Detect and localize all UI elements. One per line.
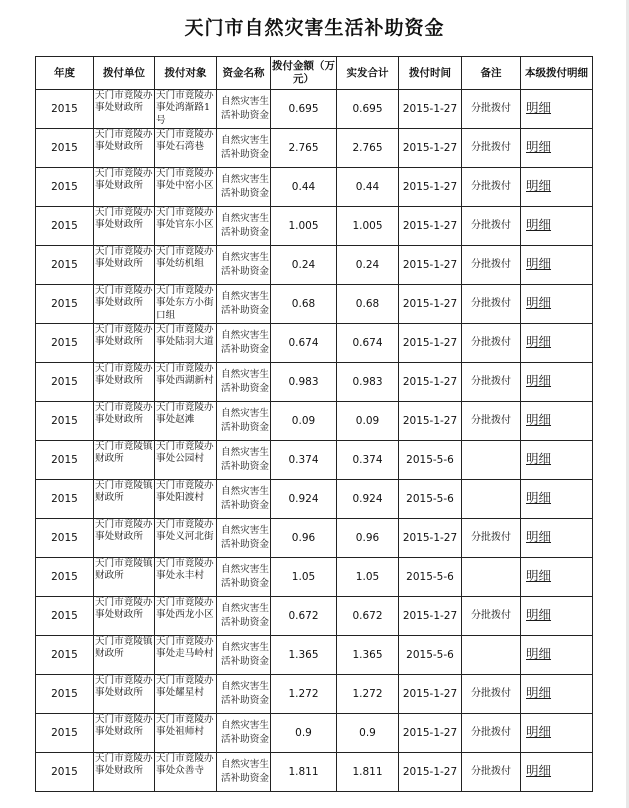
row-fund: 自然灾害生活补助资金	[217, 168, 271, 207]
table-row	[36, 714, 593, 753]
row-fund: 自然灾害生活补助资金	[217, 597, 271, 636]
row-amount: 0.9	[271, 714, 337, 753]
row-target: 天门市竟陵办事处祖师村	[155, 714, 217, 753]
row-detail-cell	[521, 363, 593, 402]
row-fund: 自然灾害生活补助资金	[217, 480, 271, 519]
detail-link[interactable]: 明细	[526, 762, 552, 778]
table-row	[36, 246, 593, 285]
row-year: 2015	[36, 246, 94, 285]
detail-link[interactable]: 明细	[526, 567, 552, 583]
row-note: 分批拨付	[462, 519, 521, 558]
row-detail-cell	[521, 324, 593, 363]
row-amount: 1.005	[271, 207, 337, 246]
row-amount: 1.272	[271, 675, 337, 714]
row-fund: 自然灾害生活补助资金	[217, 675, 271, 714]
row-target: 天门市竟陵办事处石湾巷	[155, 129, 217, 168]
detail-link[interactable]: 明细	[526, 138, 552, 154]
detail-link[interactable]: 明细	[526, 216, 552, 232]
row-unit: 天门市竟陵镇财政所	[94, 441, 155, 480]
row-unit: 天门市竟陵办事处财政所	[94, 285, 155, 324]
row-date: 2015-5-6	[399, 558, 462, 597]
row-note: 分批拨付	[462, 324, 521, 363]
row-amount: 0.674	[271, 324, 337, 363]
row-year: 2015	[36, 285, 94, 324]
row-date: 2015-1-27	[399, 246, 462, 285]
subsidy-table	[35, 56, 593, 792]
row-date: 2015-5-6	[399, 480, 462, 519]
row-note: 分批拨付	[462, 402, 521, 441]
row-target: 天门市竟陵办事处纺机组	[155, 246, 217, 285]
row-unit: 天门市竟陵镇财政所	[94, 480, 155, 519]
table-body	[36, 90, 593, 792]
table-row	[36, 324, 593, 363]
row-amount: 0.09	[271, 402, 337, 441]
row-date: 2015-1-27	[399, 753, 462, 792]
row-amount: 1.05	[271, 558, 337, 597]
row-year: 2015	[36, 90, 94, 129]
row-note: 分批拨付	[462, 168, 521, 207]
row-amount: 0.695	[271, 90, 337, 129]
row-total: 0.674	[337, 324, 399, 363]
row-note: 分批拨付	[462, 207, 521, 246]
row-year: 2015	[36, 636, 94, 675]
row-target: 天门市竟陵办事处陆羽大道	[155, 324, 217, 363]
row-amount: 0.983	[271, 363, 337, 402]
row-detail-cell	[521, 168, 593, 207]
header-year: 年度	[36, 57, 94, 90]
table-row	[36, 480, 593, 519]
row-detail-cell	[521, 480, 593, 519]
detail-link[interactable]: 明细	[526, 450, 552, 466]
row-target: 天门市竟陵办事处鸿渐路1号	[155, 90, 217, 129]
row-target: 天门市竟陵办事处西湖新村	[155, 363, 217, 402]
table-row	[36, 402, 593, 441]
row-target: 天门市竟陵办事处赵滩	[155, 402, 217, 441]
row-year: 2015	[36, 597, 94, 636]
row-note: 分批拨付	[462, 363, 521, 402]
row-total: 0.68	[337, 285, 399, 324]
row-unit: 天门市竟陵办事处财政所	[94, 714, 155, 753]
row-target: 天门市竟陵办事处走马岭村	[155, 636, 217, 675]
row-date: 2015-5-6	[399, 441, 462, 480]
row-amount: 1.365	[271, 636, 337, 675]
row-total: 0.44	[337, 168, 399, 207]
row-unit: 天门市竟陵办事处财政所	[94, 168, 155, 207]
row-total: 1.365	[337, 636, 399, 675]
detail-link[interactable]: 明细	[526, 372, 552, 388]
row-total: 0.695	[337, 90, 399, 129]
row-total: 0.09	[337, 402, 399, 441]
detail-link[interactable]: 明细	[526, 99, 552, 115]
row-fund: 自然灾害生活补助资金	[217, 363, 271, 402]
row-unit: 天门市竟陵办事处财政所	[94, 597, 155, 636]
row-total: 1.05	[337, 558, 399, 597]
detail-link[interactable]: 明细	[526, 255, 552, 271]
table-row	[36, 636, 593, 675]
detail-link[interactable]: 明细	[526, 645, 552, 661]
row-date: 2015-5-6	[399, 636, 462, 675]
row-year: 2015	[36, 753, 94, 792]
row-fund: 自然灾害生活补助资金	[217, 441, 271, 480]
row-fund: 自然灾害生活补助资金	[217, 90, 271, 129]
row-amount: 0.96	[271, 519, 337, 558]
row-detail-cell	[521, 402, 593, 441]
row-unit: 天门市竟陵办事处财政所	[94, 246, 155, 285]
row-target: 天门市竟陵办事处耀星村	[155, 675, 217, 714]
table-row	[36, 519, 593, 558]
row-detail-cell	[521, 519, 593, 558]
row-note	[462, 441, 521, 480]
row-year: 2015	[36, 714, 94, 753]
row-total: 0.924	[337, 480, 399, 519]
row-total: 0.9	[337, 714, 399, 753]
row-target: 天门市竟陵办事处阳渡村	[155, 480, 217, 519]
table-row	[36, 129, 593, 168]
table-row	[36, 558, 593, 597]
row-date: 2015-1-27	[399, 519, 462, 558]
row-total: 2.765	[337, 129, 399, 168]
header-target: 拨付对象	[155, 57, 217, 90]
row-year: 2015	[36, 363, 94, 402]
table-row	[36, 363, 593, 402]
row-fund: 自然灾害生活补助资金	[217, 558, 271, 597]
row-amount: 0.24	[271, 246, 337, 285]
header-date: 拨付时间	[399, 57, 462, 90]
row-amount: 0.672	[271, 597, 337, 636]
table-row	[36, 753, 593, 792]
row-fund: 自然灾害生活补助资金	[217, 519, 271, 558]
detail-link[interactable]: 明细	[526, 528, 552, 544]
row-total: 0.983	[337, 363, 399, 402]
table-row	[36, 207, 593, 246]
row-detail-cell	[521, 753, 593, 792]
row-date: 2015-1-27	[399, 168, 462, 207]
row-total: 1.005	[337, 207, 399, 246]
detail-link[interactable]: 明细	[526, 333, 552, 349]
row-note	[462, 480, 521, 519]
row-note: 分批拨付	[462, 597, 521, 636]
row-year: 2015	[36, 675, 94, 714]
row-fund: 自然灾害生活补助资金	[217, 285, 271, 324]
row-date: 2015-1-27	[399, 207, 462, 246]
row-date: 2015-1-27	[399, 324, 462, 363]
row-fund: 自然灾害生活补助资金	[217, 636, 271, 675]
row-detail-cell	[521, 285, 593, 324]
row-detail-cell	[521, 597, 593, 636]
row-unit: 天门市竟陵办事处财政所	[94, 90, 155, 129]
row-unit: 天门市竟陵办事处财政所	[94, 753, 155, 792]
row-note: 分批拨付	[462, 246, 521, 285]
row-year: 2015	[36, 324, 94, 363]
row-detail-cell	[521, 129, 593, 168]
row-date: 2015-1-27	[399, 90, 462, 129]
page-title: 天门市自然灾害生活补助资金	[184, 17, 445, 39]
row-amount: 2.765	[271, 129, 337, 168]
row-year: 2015	[36, 129, 94, 168]
row-amount: 0.374	[271, 441, 337, 480]
row-amount: 0.68	[271, 285, 337, 324]
header-unit: 拨付单位	[94, 57, 155, 90]
row-total: 1.272	[337, 675, 399, 714]
row-note: 分批拨付	[462, 129, 521, 168]
row-detail-cell	[521, 246, 593, 285]
row-year: 2015	[36, 168, 94, 207]
detail-link[interactable]: 明细	[526, 294, 552, 310]
row-fund: 自然灾害生活补助资金	[217, 246, 271, 285]
row-fund: 自然灾害生活补助资金	[217, 753, 271, 792]
row-fund: 自然灾害生活补助资金	[217, 129, 271, 168]
row-total: 1.811	[337, 753, 399, 792]
detail-link[interactable]: 明细	[526, 606, 552, 622]
header-fund: 资金名称	[217, 57, 271, 90]
row-detail-cell	[521, 90, 593, 129]
row-detail-cell	[521, 558, 593, 597]
row-date: 2015-1-27	[399, 285, 462, 324]
table-row	[36, 441, 593, 480]
row-target: 天门市竟陵办事处众善寺	[155, 753, 217, 792]
row-detail-cell	[521, 636, 593, 675]
row-date: 2015-1-27	[399, 363, 462, 402]
row-target: 天门市竟陵办事处西龙小区	[155, 597, 217, 636]
row-fund: 自然灾害生活补助资金	[217, 207, 271, 246]
row-year: 2015	[36, 480, 94, 519]
header-detail: 本级拨付明细	[521, 57, 593, 90]
row-fund: 自然灾害生活补助资金	[217, 714, 271, 753]
row-unit: 天门市竟陵镇财政所	[94, 558, 155, 597]
row-detail-cell	[521, 675, 593, 714]
header-amount: 拨付金额（万元）	[271, 57, 337, 90]
detail-link[interactable]: 明细	[526, 684, 552, 700]
header-note: 备注	[462, 57, 521, 90]
row-amount: 0.44	[271, 168, 337, 207]
row-unit: 天门市竟陵办事处财政所	[94, 363, 155, 402]
row-year: 2015	[36, 207, 94, 246]
row-detail-cell	[521, 207, 593, 246]
row-unit: 天门市竟陵办事处财政所	[94, 129, 155, 168]
row-note: 分批拨付	[462, 90, 521, 129]
row-date: 2015-1-27	[399, 597, 462, 636]
row-total: 0.672	[337, 597, 399, 636]
row-total: 0.96	[337, 519, 399, 558]
table-row	[36, 285, 593, 324]
row-year: 2015	[36, 558, 94, 597]
row-year: 2015	[36, 441, 94, 480]
row-note: 分批拨付	[462, 285, 521, 324]
row-year: 2015	[36, 402, 94, 441]
detail-link[interactable]: 明细	[526, 723, 552, 739]
row-target: 天门市竟陵办事处中窑小区	[155, 168, 217, 207]
row-note	[462, 558, 521, 597]
row-note: 分批拨付	[462, 675, 521, 714]
row-amount: 0.924	[271, 480, 337, 519]
row-fund: 自然灾害生活补助资金	[217, 324, 271, 363]
row-total: 0.24	[337, 246, 399, 285]
row-unit: 天门市竟陵办事处财政所	[94, 402, 155, 441]
row-detail-cell	[521, 714, 593, 753]
row-note	[462, 636, 521, 675]
row-date: 2015-1-27	[399, 675, 462, 714]
row-note: 分批拨付	[462, 714, 521, 753]
table-header-row	[36, 57, 593, 90]
row-date: 2015-1-27	[399, 129, 462, 168]
row-detail-cell	[521, 441, 593, 480]
row-unit: 天门市竟陵办事处财政所	[94, 207, 155, 246]
row-target: 天门市竟陵办事处公园村	[155, 441, 217, 480]
row-unit: 天门市竟陵办事处财政所	[94, 324, 155, 363]
table-row	[36, 168, 593, 207]
table-row	[36, 90, 593, 129]
detail-link[interactable]: 明细	[526, 177, 552, 193]
row-target: 天门市竟陵办事处义河北街	[155, 519, 217, 558]
table-row	[36, 675, 593, 714]
row-target: 天门市竟陵办事处官东小区	[155, 207, 217, 246]
row-date: 2015-1-27	[399, 714, 462, 753]
detail-link[interactable]: 明细	[526, 489, 552, 505]
row-amount: 1.811	[271, 753, 337, 792]
row-target: 天门市竟陵办事处东方小街口组	[155, 285, 217, 324]
row-target: 天门市竟陵办事处永丰村	[155, 558, 217, 597]
row-total: 0.374	[337, 441, 399, 480]
row-unit: 天门市竟陵镇财政所	[94, 636, 155, 675]
row-fund: 自然灾害生活补助资金	[217, 402, 271, 441]
row-year: 2015	[36, 519, 94, 558]
row-unit: 天门市竟陵办事处财政所	[94, 675, 155, 714]
table-row	[36, 597, 593, 636]
detail-link[interactable]: 明细	[526, 411, 552, 427]
row-note: 分批拨付	[462, 753, 521, 792]
header-total: 实发合计	[337, 57, 399, 90]
row-date: 2015-1-27	[399, 402, 462, 441]
row-unit: 天门市竟陵办事处财政所	[94, 519, 155, 558]
